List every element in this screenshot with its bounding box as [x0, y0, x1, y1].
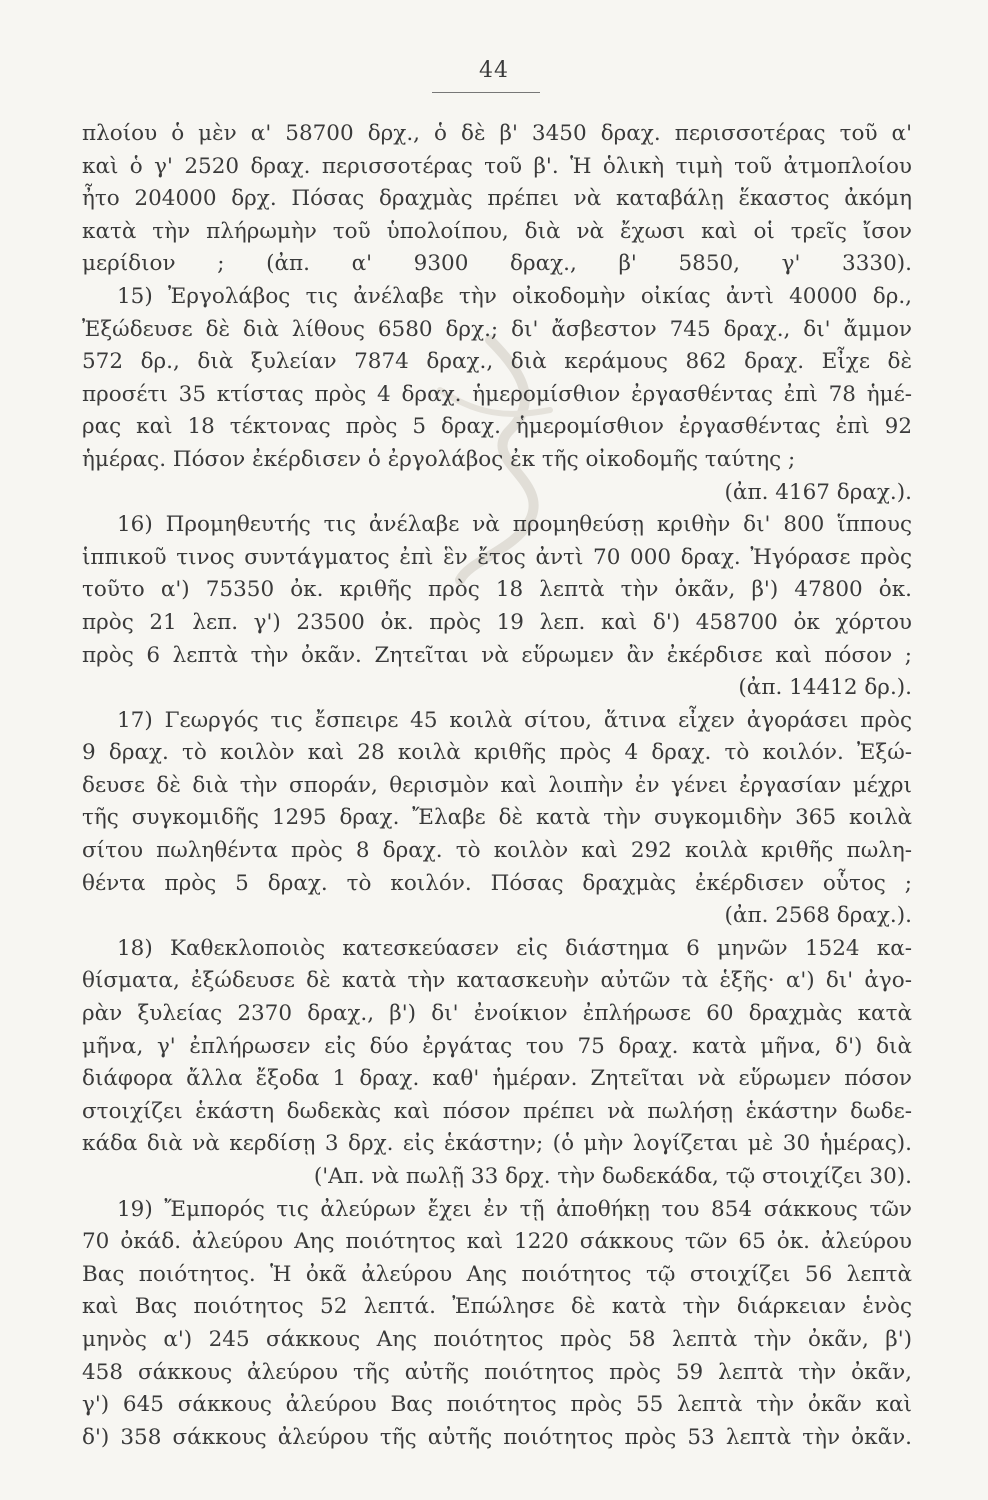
- text-line: 9 δραχ. τὸ κοιλὸν καὶ 28 κοιλὰ κριθῆς πρὸς 4 δραχ. τὸ κοιλόν. Ἐξώ-: [82, 740, 912, 766]
- text-line: μερίδιον ; (ἀπ. α' 9300 δραχ., β' 5850, γ' 3330).: [82, 251, 912, 277]
- text-line: δευσε δὲ διὰ τὴν σποράν, θερισμὸν καὶ λοιπὴν ἐν γένει ἐργασίαν μέχρι: [82, 772, 912, 798]
- text-line: καὶ ὁ γ' 2520 δραχ. περισσοτέρας τοῦ β'. Ἡ ὁλικὴ τιμὴ τοῦ ἀτμοπλοίου: [82, 153, 912, 179]
- answer-line: ('Απ. νὰ πωλῇ 33 δρχ. τὴν δωδεκάδα, τῷ στοιχίζει 30).: [313, 1164, 912, 1189]
- text-line: γ') 645 σάκκους ἀλεύρου Βας ποιότητος πρὸς 55 λεπτὰ τὴν ὀκᾶν καὶ: [82, 1392, 912, 1418]
- text-line: πλοίου ὁ μὲν α' 58700 δρχ., ὁ δὲ β' 3450 δραχ. περισσοτέρας τοῦ α': [82, 121, 912, 146]
- text-line: 18) Καθεκλοποιὸς κατεσκεύασεν εἰς διάστημα 6 μηνῶν 1524 κα-: [117, 935, 912, 961]
- text-line: διάφορα ἄλλα ἔξοδα 1 δραχ. καθ' ἡμέραν. Ζητεῖται νὰ εὕρωμεν πόσον: [82, 1066, 912, 1092]
- text-line: σίτου πωληθέντα πρὸς 8 δραχ. τὸ κοιλὸν καὶ 292 κοιλὰ κριθῆς πωλη-: [82, 838, 912, 864]
- text-line: τοῦτο α') 75350 ὀκ. κριθῆς πρὸς 18 λεπτὰ τὴν ὀκᾶν, β') 47800 ὀκ.: [82, 577, 912, 603]
- text-line: ρὰν ξυλείας 2370 δραχ., β') δι' ἐνοίκιον ἐπλήρωσε 60 δραχμὰς κατὰ: [82, 1001, 912, 1027]
- text-line: στοιχίζει ἑκάστη δωδεκὰς καὶ πόσον πρέπει νὰ πωλήσῃ ἑκάστην δωδε-: [82, 1098, 912, 1124]
- text-line: 458 σάκκους ἀλεύρου τῆς αὐτῆς ποιότητος πρὸς 59 λεπτὰ τὴν ὀκᾶν,: [82, 1359, 912, 1385]
- text-line: πρὸς 21 λεπ. γ') 23500 ὀκ. πρὸς 19 λεπ. καὶ δ') 458700 ὀκ χόρτου: [82, 609, 912, 635]
- answer-line: (ἀπ. 4167 δραχ.).: [724, 479, 912, 505]
- header-rule: [432, 92, 540, 93]
- answer-line: (ἀπ. 14412 δρ.).: [738, 675, 912, 701]
- text-line: θέντα πρὸς 5 δραχ. τὸ κοιλόν. Πόσας δραχμὰς ἐκέρδισεν οὗτος ;: [82, 870, 912, 896]
- text-line: ἱππικοῦ τινος συντάγματος ἐπὶ ἓν ἔτος ἀντὶ 70 000 δραχ. Ἠγόρασε πρὸς: [82, 544, 912, 570]
- text-line: προσέτι 35 κτίστας πρὸς 4 δραχ. ἡμερομίσθιον ἐργασθέντας ἐπὶ 78 ἡμέ-: [82, 381, 912, 407]
- text-line: τῆς συγκομιδῆς 1295 δραχ. Ἔλαβε δὲ κατὰ τὴν συγκομιδὴν 365 κοιλὰ: [82, 805, 912, 831]
- text-line: 16) Προμηθευτής τις ἀνέλαβε νὰ προμηθεύσῃ κριθὴν δι' 800 ἵππους: [117, 512, 912, 538]
- text-line: μηνὸς α') 245 σάκκους Αης ποιότητος πρὸς 58 λεπτὰ τὴν ὀκᾶν, β'): [82, 1326, 912, 1352]
- text-line: 572 δρ., διὰ ξυλείαν 7874 δραχ., διὰ κεράμους 862 δραχ. Εἶχε δὲ: [82, 349, 912, 375]
- text-line: μῆνα, γ' ἐπλήρωσεν εἰς δύο ἐργάτας του 75 δραχ. κατὰ μῆνα, δ') διὰ: [82, 1033, 912, 1059]
- text-line: δ') 358 σάκκους ἀλεύρου τῆς αὐτῆς ποιότητος πρὸς 53 λεπτὰ τὴν ὀκᾶν.: [82, 1424, 912, 1450]
- page-number: 44: [479, 58, 509, 83]
- text-line: 17) Γεωργός τις ἔσπειρε 45 κοιλὰ σίτου, ἅτινα εἶχεν ἀγοράσει πρὸς: [117, 707, 912, 733]
- text-line: πρὸς 6 λεπτὰ τὴν ὀκᾶν. Ζητεῖται νὰ εὕρωμεν ἂν ἐκέρδισε καὶ πόσον ;: [82, 642, 912, 668]
- body-text: [82, 118, 912, 1454]
- text-line: κάδα διὰ νὰ κερδίσῃ 3 δρχ. εἰς ἑκάστην; (ὁ μὴν λογίζεται μὲ 30 ἡμέρας).: [82, 1131, 912, 1157]
- text-line: ἡμέρας. Πόσον ἐκέρδισεν ὁ ἐργολάβος ἐκ τῆς οἰκοδομῆς ταύτης ;: [82, 446, 796, 472]
- text-line: κατὰ τὴν πλήρωμὴν τοῦ ὑπολοίπου, διὰ νὰ ἔχωσι καὶ οἱ τρεῖς ἴσον: [82, 218, 912, 244]
- text-line: θίσματα, ἐξώδευσε δὲ κατὰ τὴν κατασκευὴν αὐτῶν τὰ ἑξῆς· α') δι' ἀγο-: [82, 968, 912, 994]
- text-line: 15) Ἐργολάβος τις ἀνέλαβε τὴν οἰκοδομὴν οἰκίας ἀντὶ 40000 δρ.,: [117, 283, 912, 309]
- text-line: 19) Ἔμπορός τις ἀλεύρων ἔχει ἐν τῇ ἀποθήκῃ του 854 σάκκους τῶν: [117, 1196, 912, 1222]
- answer-line: (ἀπ. 2568 δραχ.).: [724, 903, 912, 929]
- text-line: Βας ποιότητος. Ἡ ὀκᾶ ἀλεύρου Αης ποιότητος τῷ στοιχίζει 56 λεπτὰ: [82, 1261, 912, 1287]
- text-line: 70 ὀκάδ. ἀλεύρου Αης ποιότητος καὶ 1220 σάκκους τῶν 65 ὀκ. ἀλεύρου: [82, 1229, 912, 1255]
- text-line: καὶ Βας ποιότητος 52 λεπτά. Ἐπώλησε δὲ κατὰ τὴν διάρκειαν ἑνὸς: [82, 1294, 912, 1320]
- text-line: ἦτο 204000 δρχ. Πόσας δραχμὰς πρέπει νὰ καταβάλῃ ἕκαστος ἀκόμη: [82, 186, 912, 212]
- text-line: Ἐξώδευσε δὲ διὰ λίθους 6580 δρχ.; δι' ἄσβεστον 745 δραχ., δι' ἄμμον: [82, 316, 912, 342]
- text-line: ρας καὶ 18 τέκτονας πρὸς 5 δραχ. ἡμερομίσθιον ἐργασθέντας ἐπὶ 92: [82, 414, 912, 440]
